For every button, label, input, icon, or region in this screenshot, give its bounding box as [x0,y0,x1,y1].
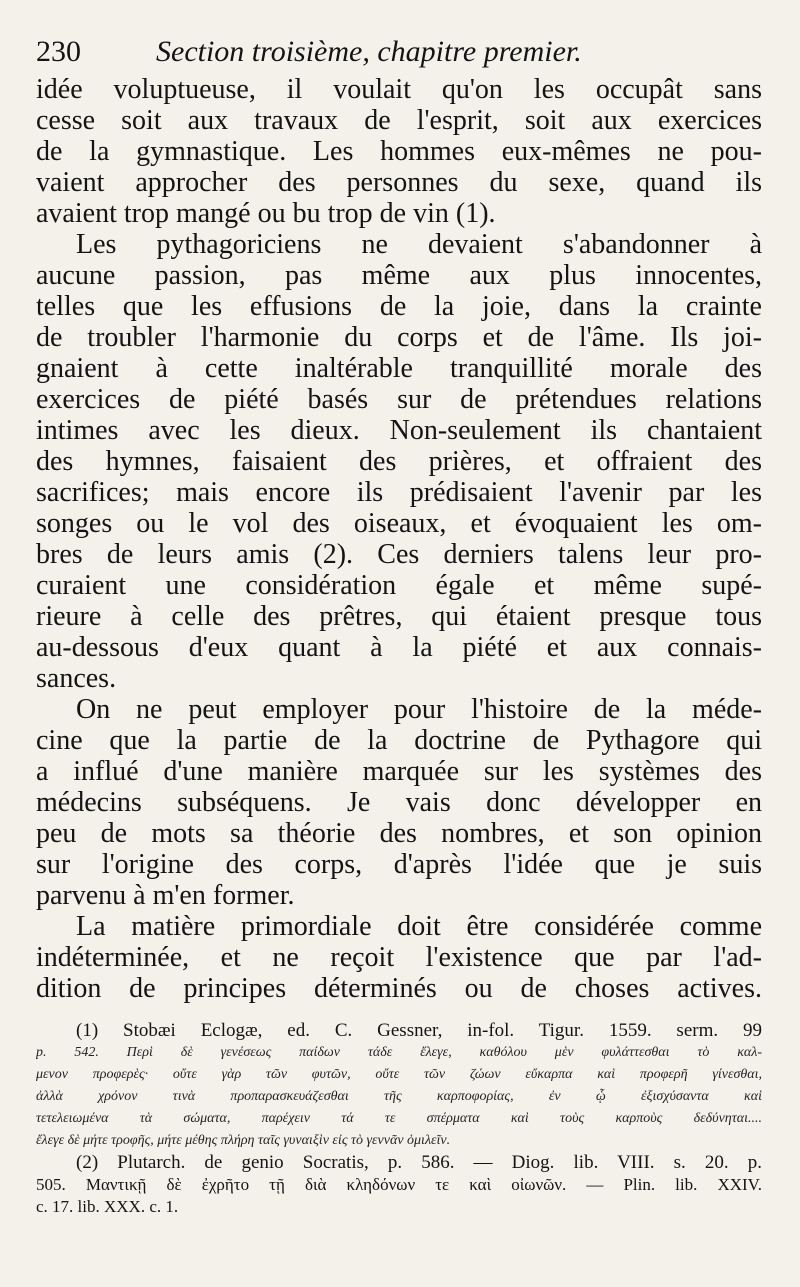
text-line: dition de principes déterminés ou de choses actives. [36,973,762,1004]
text-line: parvenu à m'en former. [36,880,295,911]
text-line: On ne peut employer pour l'histoire de la méde- [76,694,762,725]
text-line: exercices de piété basés sur de prétendues relations [36,384,762,415]
text-line: indéterminée, et ne reçoit l'existence que par l'ad- [36,942,762,973]
text-line: de la gymnastique. Les hommes eux-mêmes ne pou- [36,136,762,167]
text-line: de troubler l'harmonie du corps et de l'âme. Ils joi- [36,322,762,353]
footnote-line: ἔλεγε δὲ μήτε τροφῆς, μήτε μέθης πλήρη ταῖς γυναιξὶν εἰς τὸ γεννᾶν ὁμιλεῖν. [36,1133,451,1148]
paragraph [36,694,762,911]
paragraph [36,911,762,1004]
footnote-line: τετελειωμένα τὰ σώματα, παρέχειν τά τε σπέρματα καὶ τοὺς καρποὺς δεδύνηται.... [36,1111,762,1126]
text-line: La matière primordiale doit être considérée comme [76,911,762,942]
text-line: rieure à celle des prêtres, qui étaient presque tous [36,601,762,632]
text-line: vaient approcher des personnes du sexe, quand ils [36,167,762,198]
paragraph [36,229,762,694]
footnote-line: 505. Μαντικῇ δὲ ἐχρῆτο τῇ διὰ κληδόνων τε καὶ οἰωνῶν. — Plin. lib. XXIV. [36,1175,762,1194]
text-line: intimes avec les dieux. Non-seulement ils chantaient [36,415,762,446]
text-line: des hymnes, faisaient des prières, et offraient des [36,446,762,477]
text-line: cine que la partie de la doctrine de Pythagore qui [36,725,762,756]
text-line: sances. [36,663,117,694]
running-title: Section troisième, chapitre premier. [156,35,582,68]
text-line: aucune passion, pas même aux plus innocentes, [36,260,762,291]
text-line: sacrifices; mais encore ils prédisaient l'avenir par les [36,477,762,508]
paragraph [36,74,762,229]
page-number: 230 [36,35,81,68]
footnote-line: (2) Plutarch. de genio Socratis, p. 586. — Diog. lib. VIII. s. 20. p. [76,1152,762,1173]
text-line: idée voluptueuse, il voulait qu'on les occupât sans [36,74,762,105]
page-header [36,30,762,74]
footnote-1 [36,1020,762,1152]
text-line: médecins subséquens. Je vais donc développer en [36,787,762,818]
text-line: cesse soit aux travaux de l'esprit, soit aux exercices [36,105,762,136]
footnote-2 [36,1152,762,1218]
text-line: avaient trop mangé ou bu trop de vin (1). [36,198,496,229]
text-line: a influé d'une manière marquée sur les systèmes des [36,756,762,787]
footnote-line: ἀλλὰ χρόνον τινὰ προπαρασκευάζεσθαι τῆς καρποφορίας, ἐν ᾧ ἐξισχύσαντα καὶ [36,1089,762,1104]
text-line: peu de mots sa théorie des nombres, et son opinion [36,818,762,849]
footnote-line: c. 17. lib. XXX. c. 1. [36,1197,179,1216]
text-line: bres de leurs amis (2). Ces derniers talens leur pro- [36,539,762,570]
footnote-line: (1) Stobæi Eclogæ, ed. C. Gessner, in-fol. Tigur. 1559. serm. 99 [76,1020,762,1041]
text-line: au-dessous d'eux quant à la piété et aux connais- [36,632,762,663]
text-line: Les pythagoriciens ne devaient s'abandonner à [76,229,762,260]
text-line: sur l'origine des corps, d'après l'idée que je suis [36,849,762,880]
text-line: telles que les effusions de la joie, dans la crainte [36,291,762,322]
footnote-line: μενον προφερὲς· οὔτε γὰρ τῶν φυτῶν, οὔτε τῶν ζώων εὔκαρπα καὶ προφερῆ γίνεσθαι, [36,1067,762,1082]
main-text [36,74,762,1004]
footnotes [36,1020,762,1218]
text-line: curaient une considération égale et même supé- [36,570,762,601]
footnote-line: p. 542. Περὶ δὲ γενέσεως παίδων τάδε ἔλεγε, καθόλου μὲν φυλάττεσθαι τὸ καλ- [36,1045,762,1060]
text-line: gnaient à cette inaltérable tranquillité morale des [36,353,762,384]
text-line: songes ou le vol des oiseaux, et évoquaient les om- [36,508,762,539]
